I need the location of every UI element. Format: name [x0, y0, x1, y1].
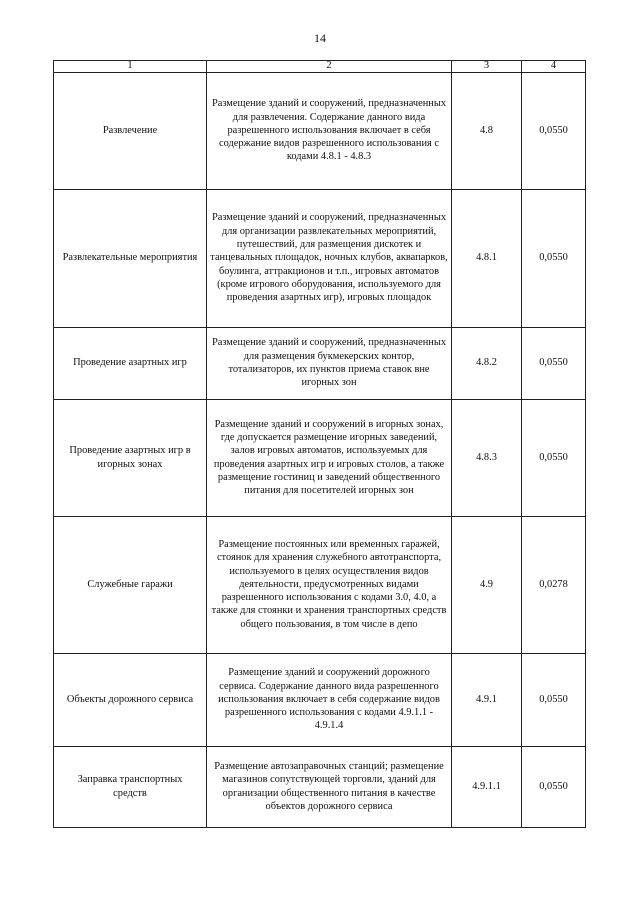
land-use-table [53, 60, 586, 828]
table-row [54, 653, 586, 746]
table-row [54, 189, 586, 327]
column-header: 3 [452, 61, 522, 73]
description-cell: Размещение постоянных или временных гаражей, стоянок для хранения служебного автотранспорта, используемого в целях осуществления видов деятельности, предусмотренных видами разрешенного использования с кодами 3.0, 4.0, а также для стоянки и хранения транспортных средств общего пользования, в том числе в депо [207, 516, 452, 653]
code-cell: 4.8.1 [452, 189, 522, 327]
description-cell: Размещение зданий и сооружений дорожного сервиса. Содержание данного вида разрешенного использования включает в себя содержание видов разрешенного использования с кодами 4.9.1.1 - 4.9.1.4 [207, 653, 452, 746]
coefficient-cell: 0,0550 [522, 189, 586, 327]
code-cell: 4.8.3 [452, 399, 522, 516]
coefficient-cell: 0,0550 [522, 746, 586, 827]
table-row [54, 516, 586, 653]
table-row [54, 327, 586, 399]
use-name-cell: Развлекательные мероприятия [54, 189, 207, 327]
coefficient-cell: 0,0550 [522, 327, 586, 399]
use-name-cell: Заправка транспортных средств [54, 746, 207, 827]
table-row [54, 746, 586, 827]
code-cell: 4.9.1 [452, 653, 522, 746]
use-name-cell: Служебные гаражи [54, 516, 207, 653]
table-header-row [54, 61, 586, 73]
description-cell: Размещение зданий и сооружений, предназначенных для развлечения. Содержание данного вида разрешенного использования включает в себя содержание видов разрешенного использования с кодами 4.8.1 - 4.8.3 [207, 72, 452, 189]
code-cell: 4.8 [452, 72, 522, 189]
page-number: 14 [314, 31, 326, 45]
description-cell: Размещение зданий и сооружений в игорных зонах, где допускается размещение игорных заведений, залов игровых автоматов, используемых для проведения азартных игр и игровых столов, а также размещение гостиниц и заведений общественного питания для посетителей игорных зон [207, 399, 452, 516]
description-cell: Размещение зданий и сооружений, предназначенных для размещения букмекерских контор, тотализаторов, их пунктов приема ставок вне игорных зон [207, 327, 452, 399]
table-row [54, 72, 586, 189]
description-cell: Размещение зданий и сооружений, предназначенных для организации развлекательных мероприятий, путешествий, для размещения дискотек и танцевальных площадок, ночных клубов, аквапарков, боулинга, аттракционов и т.п., игровых автоматов (кроме игрового оборудования, используемого для проведения азартных игр), игровых площадок [207, 189, 452, 327]
coefficient-cell: 0,0550 [522, 399, 586, 516]
coefficient-cell: 0,0278 [522, 516, 586, 653]
table-row [54, 399, 586, 516]
use-name-cell: Развлечение [54, 72, 207, 189]
description-cell: Размещение автозаправочных станций; размещение магазинов сопутствующей торговли, зданий для организации общественного питания в качестве объектов дорожного сервиса [207, 746, 452, 827]
coefficient-cell: 0,0550 [522, 653, 586, 746]
use-name-cell: Проведение азартных игр [54, 327, 207, 399]
column-header: 4 [522, 61, 586, 73]
column-header: 1 [54, 61, 207, 73]
coefficient-cell: 0,0550 [522, 72, 586, 189]
code-cell: 4.9.1.1 [452, 746, 522, 827]
use-name-cell: Объекты дорожного сервиса [54, 653, 207, 746]
code-cell: 4.8.2 [452, 327, 522, 399]
code-cell: 4.9 [452, 516, 522, 653]
column-header: 2 [207, 61, 452, 73]
use-name-cell: Проведение азартных игр в игорных зонах [54, 399, 207, 516]
